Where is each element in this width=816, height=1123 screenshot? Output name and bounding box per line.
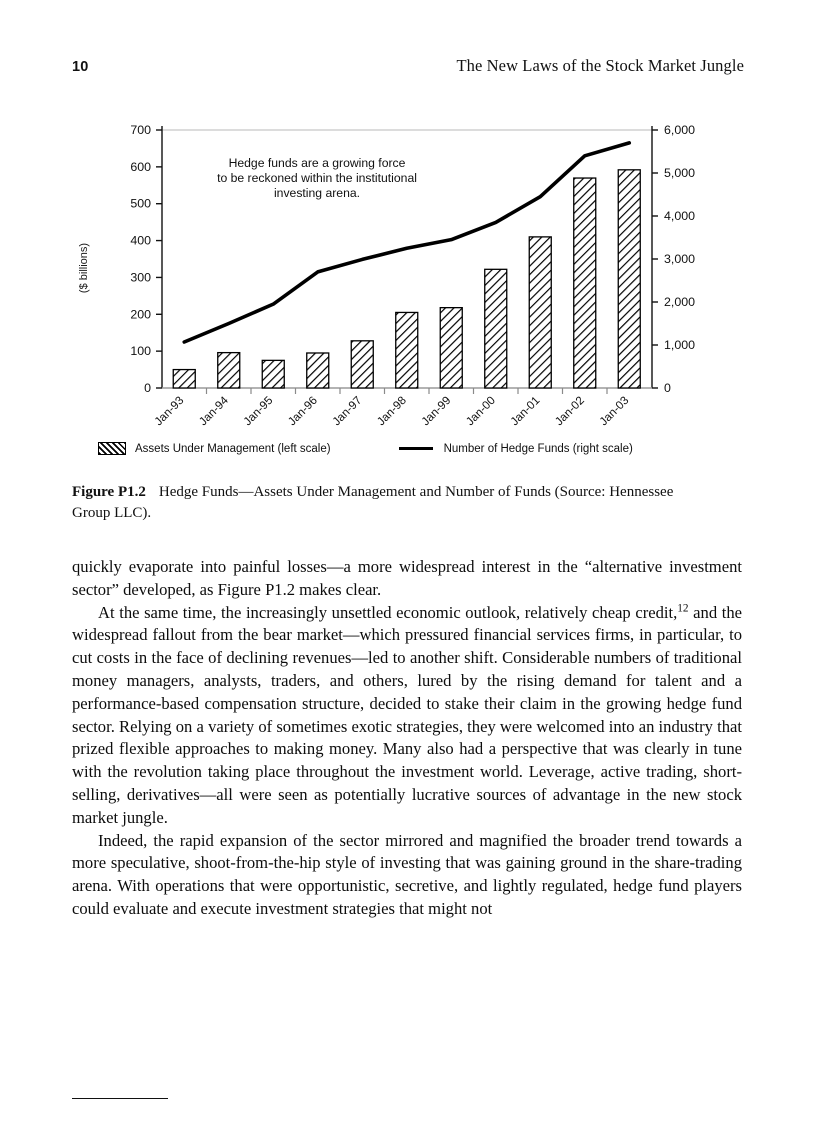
y-tick-right-4000: 4,000: [664, 209, 696, 223]
chart-legend: [98, 442, 738, 455]
bar-jan-95: [262, 360, 284, 388]
x-label-2: Jan-95: [241, 393, 276, 429]
figure-caption-text: Hedge Funds—Assets Under Management and Number of Funds (Source: Hennessee Group LLC).: [72, 484, 674, 522]
x-label-3: Jan-96: [285, 393, 320, 429]
x-label-8: Jan-01: [508, 393, 543, 429]
x-label-6: Jan-99: [419, 393, 454, 429]
y-tick-left-500: 500: [130, 196, 151, 211]
y-tick-left-0: 0: [144, 381, 151, 395]
bar-jan-98: [396, 312, 418, 388]
x-label-10: Jan-03: [597, 393, 632, 429]
x-label-5: Jan-98: [374, 393, 409, 429]
legend-entry-assets: [98, 442, 331, 455]
y-axis-right-ticks: [652, 123, 695, 395]
footnote-separator-rule: [72, 1098, 168, 1099]
paragraph-0: quickly evaporate into painful losses—a more widespread interest in the “alternative investment sector” developed, as Figure P1.2 makes clear.: [72, 557, 742, 599]
figure-caption-label: Figure P1.2: [72, 484, 146, 500]
annotation-line-2: investing arena.: [273, 186, 361, 200]
hedge-fund-chart: [72, 112, 744, 467]
y-tick-right-6000: 6,000: [664, 123, 696, 137]
bar-jan-03: [618, 170, 640, 388]
legend-entry-funds: [399, 443, 633, 455]
y-tick-left-400: 400: [130, 233, 151, 248]
figure-caption: [72, 482, 712, 525]
x-label-9: Jan-02: [552, 393, 587, 429]
running-head: [72, 56, 744, 78]
x-label-1: Jan-94: [196, 393, 231, 429]
bar-jan-94: [218, 353, 240, 388]
hatched-bar-swatch-icon: [98, 442, 126, 455]
y-axis-left-ticks: [130, 123, 162, 395]
y-tick-left-600: 600: [130, 159, 151, 174]
bar-jan-96: [307, 353, 329, 388]
x-label-7: Jan-00: [463, 393, 498, 429]
bar-jan-01: [529, 237, 551, 388]
y-tick-left-200: 200: [130, 307, 151, 322]
figure-p1-2: [72, 112, 744, 467]
chart-area: [72, 112, 744, 467]
bar-jan-00: [485, 269, 507, 388]
bar-jan-97: [351, 341, 373, 388]
paragraph-1: At the same time, the increasingly unsettled economic outlook, relatively cheap credit,$^{12}$ and the widespread fallout from the bear market—which pressured financial services firms, in particular, to cut costs in the face of declining revenues—led to another shift. Considerable numbers of traditional money managers, analysts, traders, and others, lured by the rising demand for talent and a performance-based compensation structure, decided to stake their claim in the growing hedge fund sector. Relying on a variety of sometimes exotic strategies, they were welcomed into an industry that prized flexible approaches to making money. Many also had a perspective that was clearly in tune with the revolution taking place throughout the investment world. Leverage, active trading, short-selling, derivatives—all were seen as potentially lucrative sources of advantage in the new stock market jungle.: [72, 602, 743, 827]
y-tick-right-1000: 1,000: [664, 338, 696, 352]
paragraph-2: Indeed, the rapid expansion of the sector mirrored and magnified the broader trend towards a more speculative, shoot-from-the-hip style of investing that was gaining ground in the share-trading arena. With operations that were opportunistic, secretive, and lightly regulated, hedge fund players could evaluate and execute investment strategies that might not: [72, 830, 742, 918]
legend-label-funds: Number of Hedge Funds (right scale): [443, 442, 633, 455]
y-tick-left-700: 700: [130, 123, 151, 137]
x-axis-ticks: [207, 388, 608, 394]
chapter-title: The New Laws of the Stock Market Jungle: [456, 56, 744, 75]
line-swatch-icon: [399, 447, 433, 450]
y-axis-title-left: ($ billions): [78, 242, 90, 294]
x-label-4: Jan-97: [330, 393, 365, 429]
bar-jan-93: [173, 370, 195, 388]
annotation-line-1: to be reckoned within the institutional: [217, 171, 417, 185]
y-tick-left-300: 300: [130, 270, 151, 285]
y-tick-right-2000: 2,000: [664, 295, 696, 309]
bar-jan-02: [574, 178, 596, 388]
y-tick-right-3000: 3,000: [664, 252, 696, 266]
y-tick-left-100: 100: [130, 344, 151, 359]
legend-label-assets: Assets Under Management (left scale): [135, 442, 331, 455]
body-text: [72, 556, 742, 921]
y-tick-right-5000: 5,000: [664, 166, 696, 180]
bar-jan-99: [440, 308, 462, 388]
x-axis-labels: [152, 394, 631, 429]
annotation-line-0: Hedge funds are a growing force: [228, 156, 406, 170]
y-tick-right-0: 0: [664, 381, 671, 395]
page-number: 10: [72, 59, 89, 75]
x-label-0: Jan-93: [152, 393, 187, 429]
